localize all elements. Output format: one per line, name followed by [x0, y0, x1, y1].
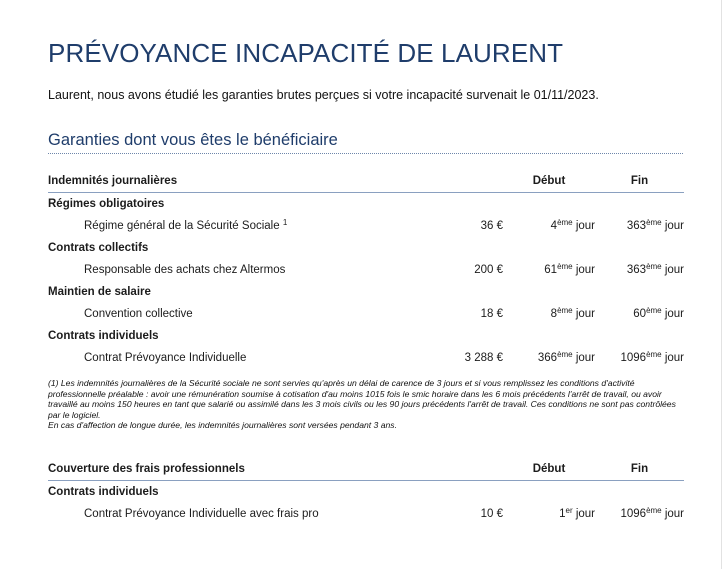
row-end: 1096ème jour: [620, 506, 684, 520]
row-label: Régime général de la Sécurité Sociale $^1$: [84, 218, 288, 232]
group-row: [48, 237, 684, 259]
row-start: 1er jour: [559, 506, 595, 520]
group-label: Contrats individuels: [48, 486, 159, 498]
column-header-start: Début: [503, 458, 595, 481]
group-label: Maintien de salaire: [48, 286, 151, 298]
row-end: 363ème jour: [626, 218, 684, 232]
row-amount: 200 €: [474, 264, 503, 276]
group-row: [48, 481, 684, 504]
footnote-paragraph: (1) Les indemnités journalières de la Sécurité sociale ne sont servies qu'après un délai de carence de 3 jours et si vous remplissez les conditions d'activité professionnelle préalable : avoir une rémunération soumise à cotisation d'au moins 1015 fois le smic horaire dans les 6 mois précédents l'arrêt de travail, ou avoir travaillé au moins 150 heures en tant que salarié ou assimilé dans les 3 mois civils ou les 90 jours précédents l'arrêt de travail. Ces conditions ne sont pas contrôlées par le logiciel.: [48, 378, 676, 420]
group-label: Contrats collectifs: [48, 242, 149, 254]
row-amount: 10 €: [480, 508, 503, 520]
row-amount: 36 €: [480, 220, 503, 232]
row-start: 8ème jour: [550, 306, 595, 320]
row-label: Contrat Prévoyance Individuelle avec frais pro: [84, 508, 319, 520]
row-label: Contrat Prévoyance Individuelle: [84, 352, 247, 364]
row-amount: 18 €: [480, 308, 503, 320]
section-title: Garanties dont vous êtes le bénéficiaire: [48, 131, 683, 154]
group-row: [48, 281, 684, 303]
group-row: [48, 325, 684, 347]
group-row: [48, 193, 684, 216]
column-header-amount: [408, 170, 503, 193]
column-header-label: Indemnités journalières: [48, 170, 408, 193]
row-label: Convention collective: [84, 308, 193, 320]
table-row: [48, 259, 684, 281]
intro-text: Laurent, nous avons étudié les garanties brutes perçues si votre incapacité survenait le 01/11/2023.: [48, 88, 599, 102]
column-header-label: Couverture des frais professionnels: [48, 458, 408, 481]
footnote-ref: 1: [282, 218, 288, 227]
table-header-row: [48, 170, 684, 193]
table-row: [48, 303, 684, 325]
footnote: [48, 378, 688, 431]
column-header-amount: [408, 458, 503, 481]
row-end: 1096ème jour: [620, 350, 684, 364]
table-row: [48, 347, 684, 369]
row-amount: 3 288 €: [464, 352, 503, 364]
row-label: Responsable des achats chez Altermos: [84, 264, 286, 276]
row-start: 61ème jour: [544, 262, 595, 276]
table-row: [48, 503, 684, 525]
column-header-end: Fin: [595, 458, 684, 481]
daily-allowance-table: [48, 170, 684, 369]
footnote-paragraph: En cas d'affection de longue durée, les indemnités journalières sont versées pendant 3 ans.: [48, 420, 397, 430]
page-title: PRÉVOYANCE INCAPACITÉ DE LAURENT: [48, 38, 564, 68]
column-header-end: Fin: [595, 170, 684, 193]
table-header-row: [48, 458, 684, 481]
row-end: 60ème jour: [633, 306, 684, 320]
row-start: 4ème jour: [550, 218, 595, 232]
column-header-start: Début: [503, 170, 595, 193]
row-end: 363ème jour: [626, 262, 684, 276]
group-label: Contrats individuels: [48, 330, 159, 342]
professional-costs-table: [48, 458, 684, 525]
row-start: 366ème jour: [537, 350, 595, 364]
group-label: Régimes obligatoires: [48, 198, 165, 210]
table-row: [48, 215, 684, 237]
